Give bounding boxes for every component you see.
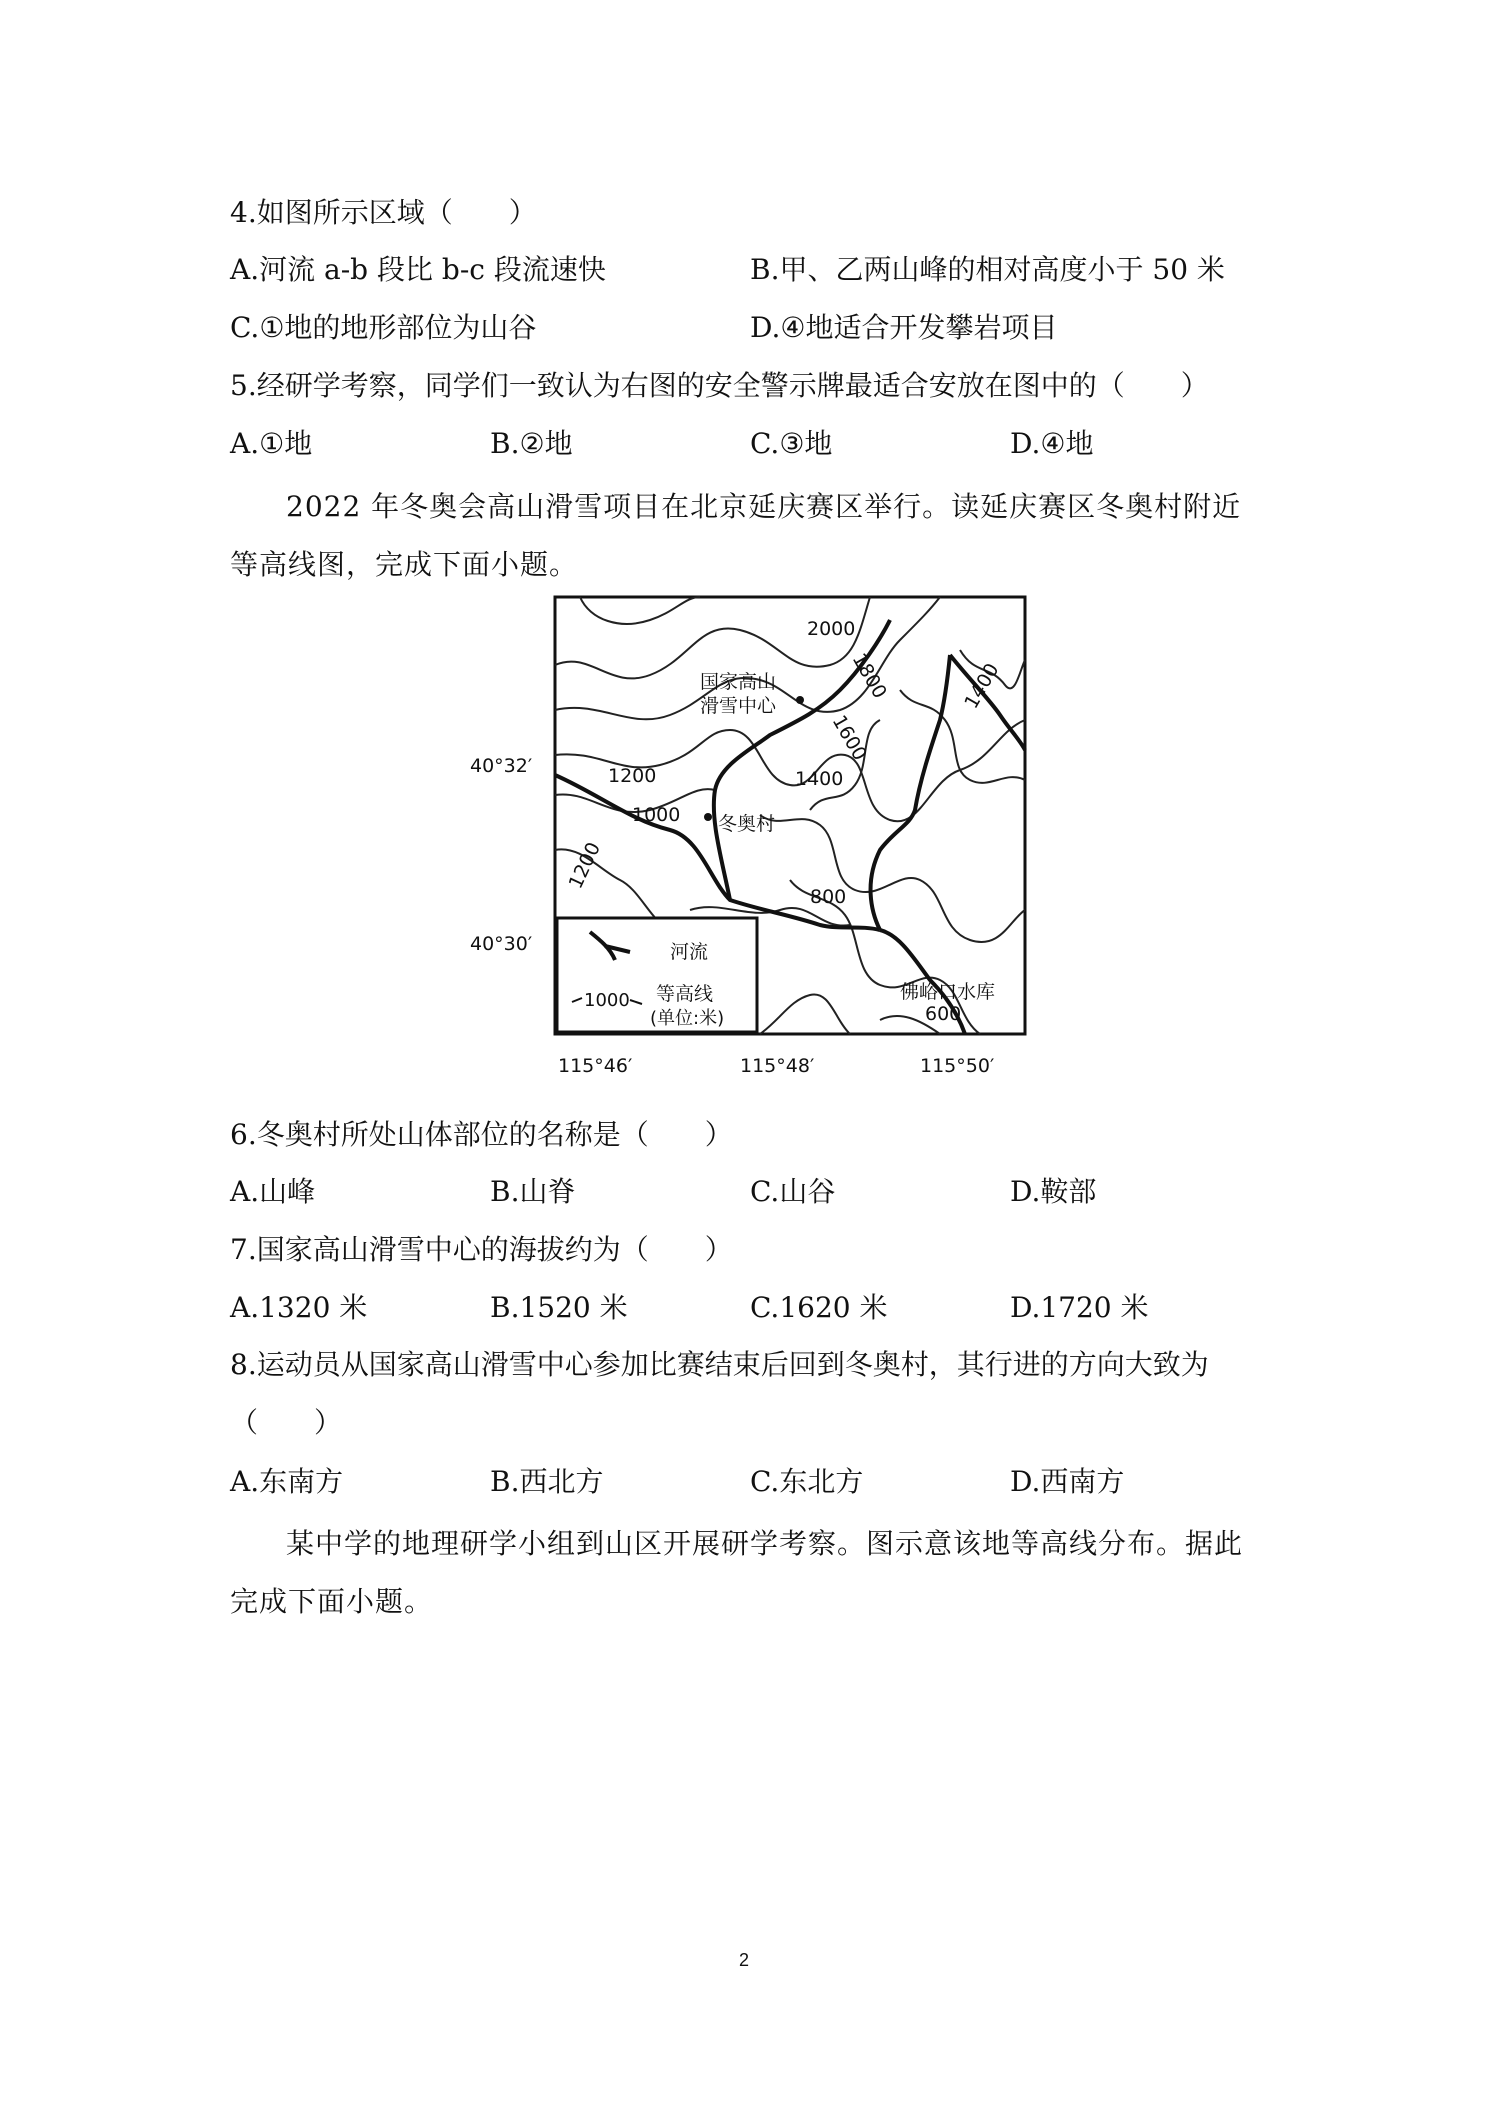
ski-center-label-2: 滑雪中心 — [700, 695, 777, 717]
q4-stem: 4.如图所示区域（ ） — [230, 196, 537, 229]
ski-center-label-1: 国家高山 — [700, 671, 777, 693]
contour-label-1200-west: 1200 — [608, 765, 657, 787]
contour-label-1400-east: 1400 — [960, 659, 1004, 713]
q6-option-a: A.山峰 — [230, 1175, 316, 1208]
legend-contour-unit: (单位:米) — [650, 1008, 725, 1029]
intro-paragraph-2: 某中学的地理研学小组到山区开展研学考察。图示意该地等高线分布。据此完成下面小题。 — [230, 1527, 1244, 1618]
q7-option-c: C.1620 米 — [750, 1291, 888, 1324]
q8-option-a: A.东南方 — [230, 1465, 344, 1498]
contour-label-1800: 1800 — [847, 649, 891, 703]
village-dot — [704, 813, 712, 821]
contour-map-svg — [460, 580, 1070, 1090]
lon-label-west: 115°46′ — [558, 1055, 633, 1077]
q8-stem: 8.运动员从国家高山滑雪中心参加比赛结束后回到冬奥村，其行进的方向大致为 — [230, 1348, 1209, 1381]
legend-contour-sample: 1000 — [584, 990, 630, 1011]
contour-label-800: 800 — [810, 886, 847, 908]
q4-option-b: B.甲、乙两山峰的相对高度小于 50 米 — [750, 253, 1225, 286]
intro-paragraph-1: 2022 年冬奥会高山滑雪项目在北京延庆赛区举行。读延庆赛区冬奥村附近等高线图，完成下面小题。 — [230, 490, 1242, 581]
q5-option-d: D.④地 — [1010, 427, 1094, 460]
lat-label-north: 40°32′ — [470, 755, 533, 777]
q6-stem: 6.冬奥村所处山体部位的名称是（ ） — [230, 1118, 733, 1151]
q8-option-b: B.西北方 — [490, 1465, 604, 1498]
legend-contour-label: 等高线 — [656, 983, 714, 1005]
lon-label-east: 115°50′ — [920, 1055, 995, 1077]
contour-map — [460, 580, 1070, 1090]
q4-option-c: C.①地的地形部位为山谷 — [230, 311, 537, 344]
q7-option-d: D.1720 米 — [1010, 1291, 1149, 1324]
q5-option-b: B.②地 — [490, 427, 573, 460]
contour-label-1400-mid: 1400 — [795, 768, 844, 790]
contour-label-1000: 1000 — [632, 804, 681, 826]
q6-option-b: B.山脊 — [490, 1175, 576, 1208]
q6-option-d: D.鞍部 — [1010, 1175, 1097, 1208]
q8-option-c: C.东北方 — [750, 1465, 864, 1498]
contour-label-2000: 2000 — [807, 618, 856, 640]
q7-stem: 7.国家高山滑雪中心的海拔约为（ ） — [230, 1233, 733, 1266]
q6-option-c: C.山谷 — [750, 1175, 836, 1208]
q4-option-a: A.河流 a-b 段比 b-c 段流速快 — [230, 253, 606, 286]
ski-center-dot — [796, 696, 804, 704]
q7-option-b: B.1520 米 — [490, 1291, 628, 1324]
q8-stem-continued: （ ） — [230, 1406, 343, 1439]
q5-option-a: A.①地 — [230, 427, 313, 460]
village-label: 冬奥村 — [718, 813, 776, 835]
page-number: 2 — [738, 1950, 749, 1970]
contour-label-1200-southwest: 1200 — [564, 838, 605, 893]
contour-label-600: 600 — [925, 1003, 962, 1025]
q4-option-d: D.④地适合开发攀岩项目 — [750, 311, 1058, 344]
q7-option-a: A.1320 米 — [230, 1291, 368, 1324]
q5-option-c: C.③地 — [750, 427, 833, 460]
legend-river-label: 河流 — [670, 941, 709, 963]
lon-label-mid: 115°48′ — [740, 1055, 815, 1077]
contour-label-1600: 1600 — [827, 711, 871, 765]
reservoir-label: 佛峪口水库 — [900, 981, 996, 1003]
lat-label-south: 40°30′ — [470, 933, 533, 955]
q8-option-d: D.西南方 — [1010, 1465, 1125, 1498]
q5-stem: 5.经研学考察，同学们一致认为右图的安全警示牌最适合安放在图中的（ ） — [230, 369, 1209, 402]
